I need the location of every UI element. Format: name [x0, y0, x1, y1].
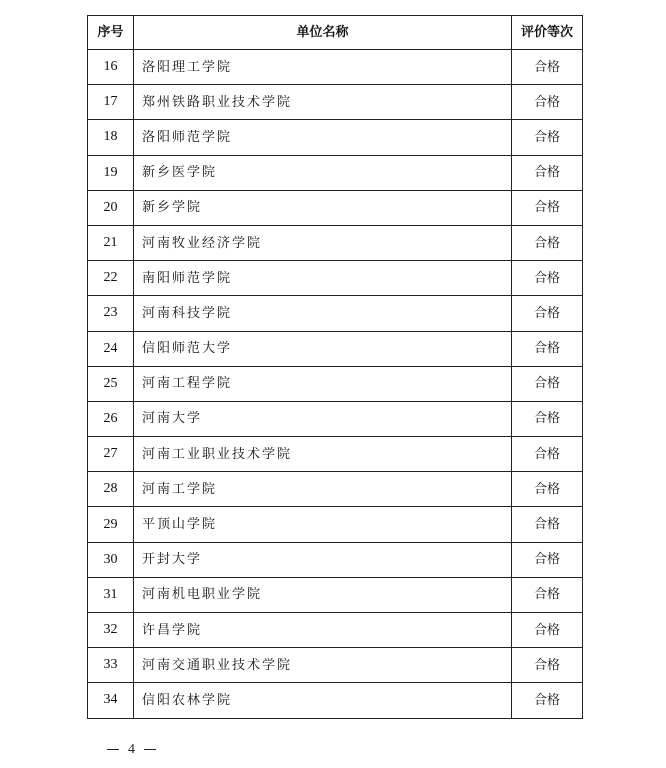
row-unit-name: 新乡医学院: [134, 155, 512, 190]
row-number: 20: [88, 190, 134, 225]
table-row: [88, 366, 583, 401]
row-unit-name: 洛阳理工学院: [134, 50, 512, 85]
evaluation-table: [87, 15, 583, 719]
table-row: [88, 437, 583, 472]
header-unit-name: 单位名称: [134, 16, 512, 50]
evaluation-table-container: [87, 15, 582, 719]
table-row: [88, 85, 583, 120]
row-number: 16: [88, 50, 134, 85]
row-evaluation-grade: 合格: [512, 437, 583, 472]
row-evaluation-grade: 合格: [512, 542, 583, 577]
row-number: 19: [88, 155, 134, 190]
row-evaluation-grade: 合格: [512, 472, 583, 507]
row-evaluation-grade: 合格: [512, 155, 583, 190]
row-evaluation-grade: 合格: [512, 296, 583, 331]
table-row: [88, 472, 583, 507]
table-row: [88, 331, 583, 366]
footer-dash-left: [107, 749, 119, 750]
table-row: [88, 613, 583, 648]
header-evaluation-grade: 评价等次: [512, 16, 583, 50]
row-unit-name: 平顶山学院: [134, 507, 512, 542]
row-unit-name: 河南牧业经济学院: [134, 225, 512, 260]
table-row: [88, 120, 583, 155]
row-unit-name: 河南工学院: [134, 472, 512, 507]
footer-dash-right: [144, 749, 156, 750]
row-number: 33: [88, 648, 134, 683]
row-number: 22: [88, 261, 134, 296]
row-number: 28: [88, 472, 134, 507]
table-row: [88, 507, 583, 542]
row-evaluation-grade: 合格: [512, 225, 583, 260]
table-row: [88, 155, 583, 190]
row-number: 17: [88, 85, 134, 120]
row-number: 24: [88, 331, 134, 366]
page-number: 4: [128, 742, 135, 757]
table-row: [88, 648, 583, 683]
table-header-row: [88, 16, 583, 50]
row-evaluation-grade: 合格: [512, 683, 583, 718]
row-evaluation-grade: 合格: [512, 401, 583, 436]
row-evaluation-grade: 合格: [512, 120, 583, 155]
row-unit-name: 河南科技学院: [134, 296, 512, 331]
row-number: 34: [88, 683, 134, 718]
row-unit-name: 河南工业职业技术学院: [134, 437, 512, 472]
table-row: [88, 225, 583, 260]
row-unit-name: 许昌学院: [134, 613, 512, 648]
row-number: 23: [88, 296, 134, 331]
table-row: [88, 401, 583, 436]
row-unit-name: 河南交通职业技术学院: [134, 648, 512, 683]
row-unit-name: 信阳师范大学: [134, 331, 512, 366]
row-unit-name: 河南机电职业学院: [134, 577, 512, 612]
row-unit-name: 郑州铁路职业技术学院: [134, 85, 512, 120]
row-number: 31: [88, 577, 134, 612]
row-unit-name: 新乡学院: [134, 190, 512, 225]
row-evaluation-grade: 合格: [512, 190, 583, 225]
row-unit-name: 南阳师范学院: [134, 261, 512, 296]
row-evaluation-grade: 合格: [512, 648, 583, 683]
row-evaluation-grade: 合格: [512, 50, 583, 85]
row-evaluation-grade: 合格: [512, 507, 583, 542]
row-number: 26: [88, 401, 134, 436]
row-unit-name: 河南工程学院: [134, 366, 512, 401]
row-unit-name: 洛阳师范学院: [134, 120, 512, 155]
row-unit-name: 开封大学: [134, 542, 512, 577]
row-number: 25: [88, 366, 134, 401]
table-row: [88, 577, 583, 612]
row-evaluation-grade: 合格: [512, 577, 583, 612]
header-number: 序号: [88, 16, 134, 50]
table-row: [88, 542, 583, 577]
table-row: [88, 683, 583, 718]
row-evaluation-grade: 合格: [512, 85, 583, 120]
row-number: 27: [88, 437, 134, 472]
table-row: [88, 261, 583, 296]
row-evaluation-grade: 合格: [512, 331, 583, 366]
row-number: 18: [88, 120, 134, 155]
row-evaluation-grade: 合格: [512, 261, 583, 296]
row-unit-name: 河南大学: [134, 401, 512, 436]
row-evaluation-grade: 合格: [512, 613, 583, 648]
row-evaluation-grade: 合格: [512, 366, 583, 401]
table-row: [88, 190, 583, 225]
row-number: 21: [88, 225, 134, 260]
table-row: [88, 296, 583, 331]
row-number: 32: [88, 613, 134, 648]
page-footer: [98, 742, 165, 758]
row-unit-name: 信阳农林学院: [134, 683, 512, 718]
row-number: 29: [88, 507, 134, 542]
row-number: 30: [88, 542, 134, 577]
table-body: [88, 50, 583, 719]
table-row: [88, 50, 583, 85]
